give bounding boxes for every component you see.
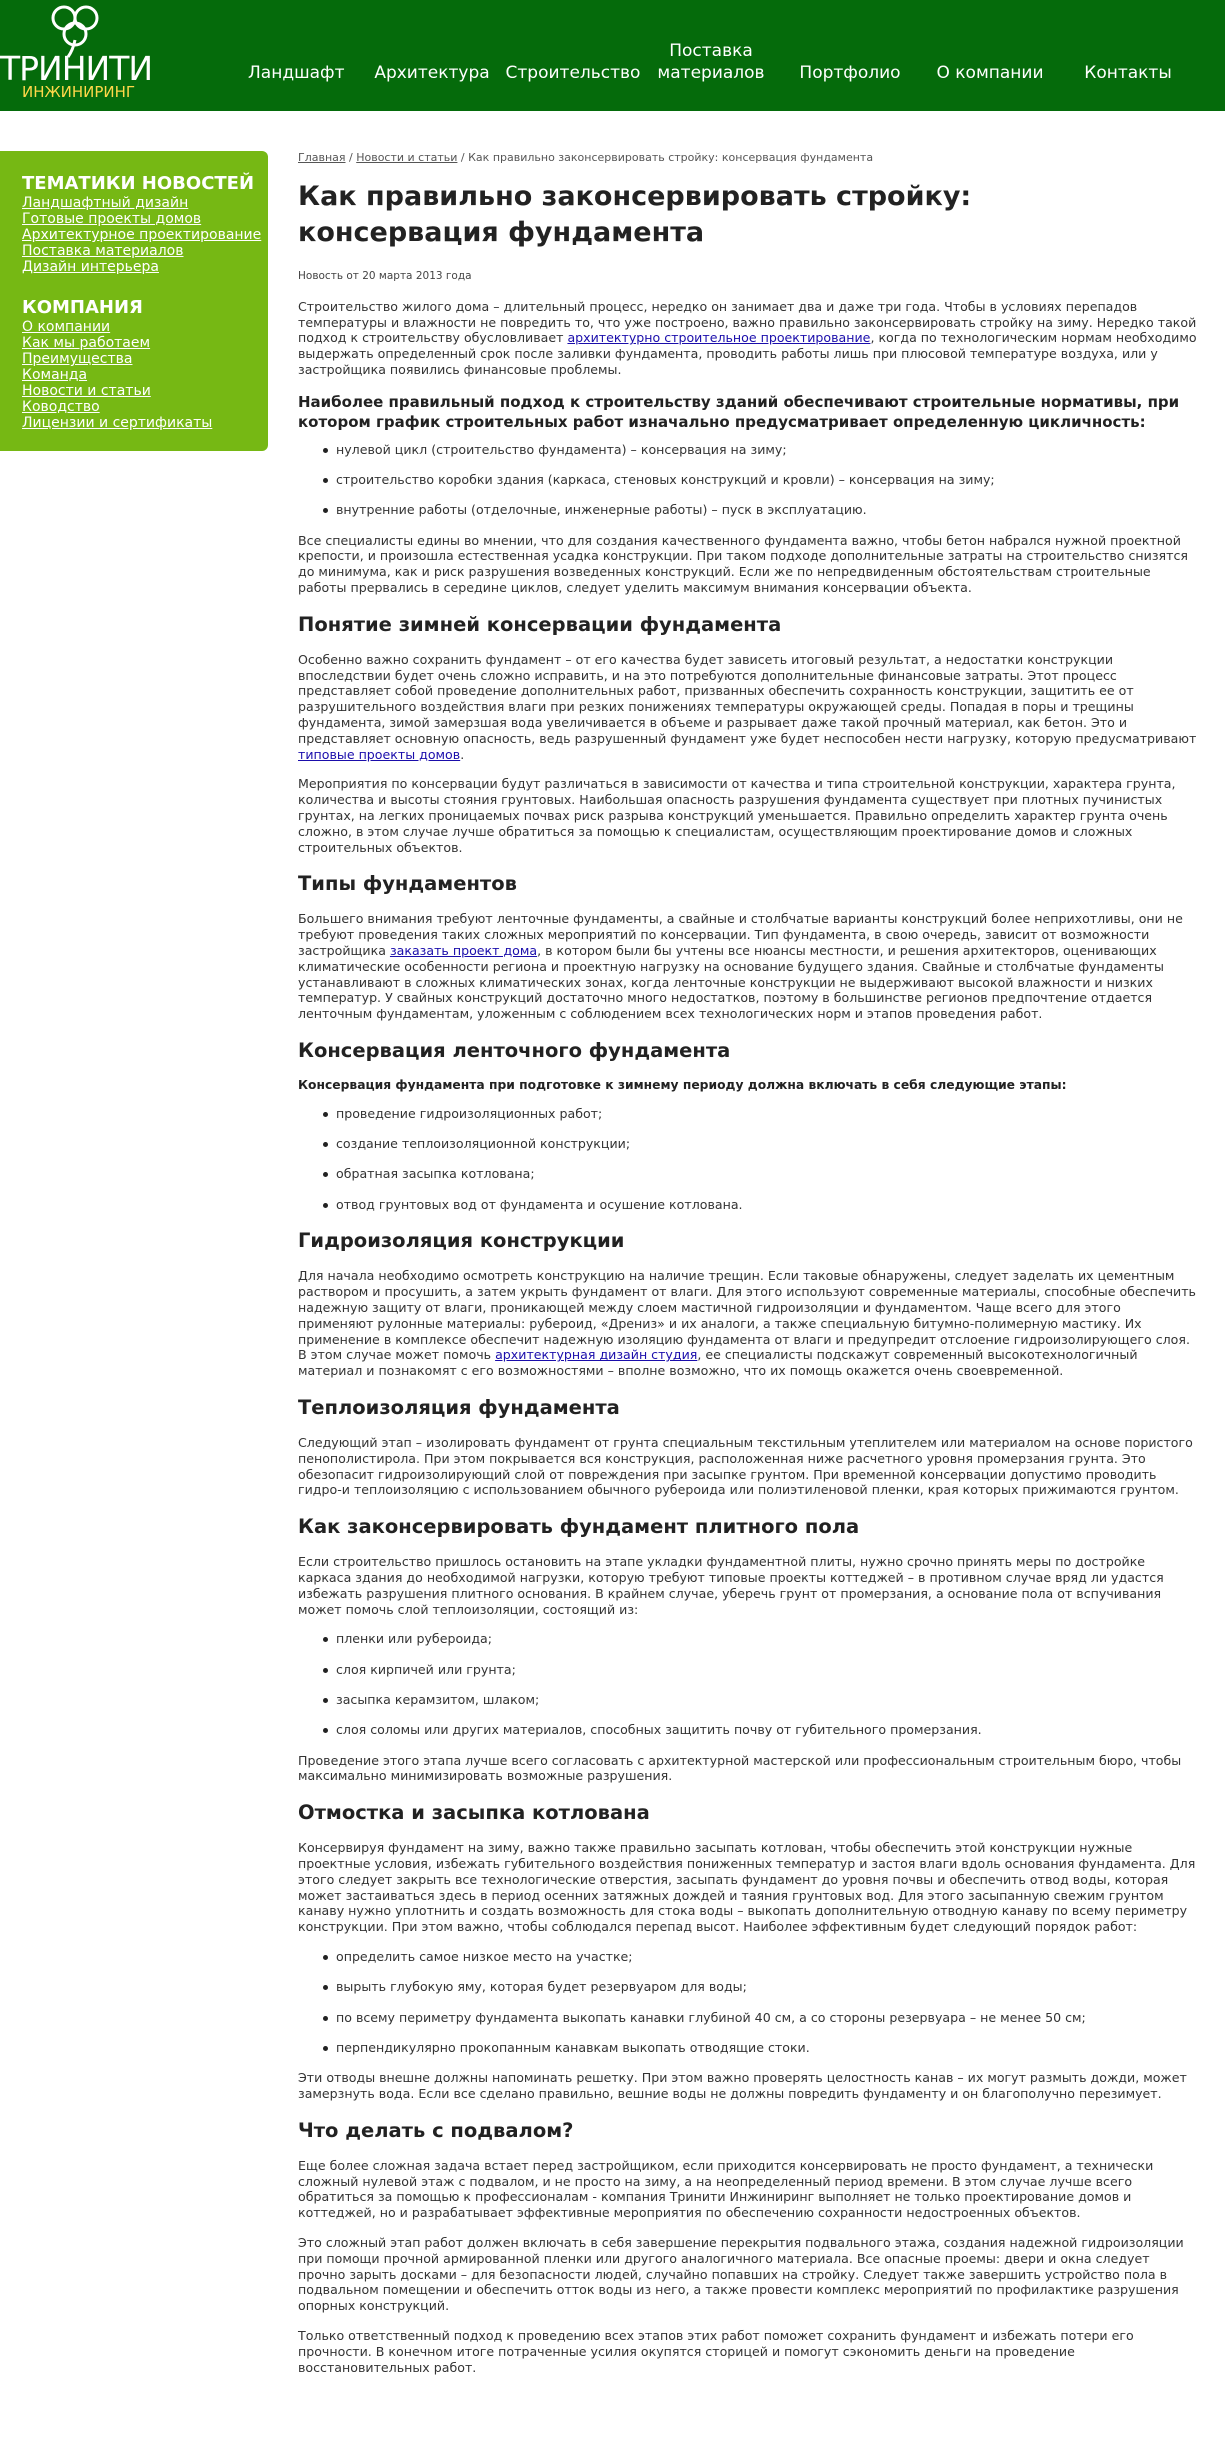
paragraph: Проведение этого этапа лучше всего согласовать с архитектурной мастерской или профессиональным строительным бюро, чтобы максимально минимизировать возможные разрушения. (298, 1752, 1182, 1784)
sidebar-company-advantages[interactable]: Преимущества (22, 351, 133, 367)
sidebar-topic-landscape[interactable]: Ландшафтный дизайн (22, 195, 189, 211)
section-heading-hydro: Гидроизоляция конструкции (298, 1229, 625, 1253)
sidebar-topics-heading: ТЕМАТИКИ НОВОСТЕЙ (22, 173, 255, 194)
nav-materials[interactable]: Поставка материалов (657, 41, 765, 83)
text: , когда по технологическим нормам необходимо выдержать определенный срок после заливки фундамента, проводить работы лишь при плюсовой температуре воздуха, или у застройщика появились финансовые проблемы. (298, 330, 1197, 377)
logo-subtitle: ИНЖИНИРИНГ (22, 83, 136, 101)
breadcrumb-home[interactable]: Главная (298, 151, 346, 164)
list-item: нулевой цикл (строительство фундамента) – консервация на зиму; (336, 442, 1198, 458)
paragraph: Только ответственный подход к проведению всех этапов этих работ поможет сохранить фундамент и избежать потери его прочности. В конечном итоге потраченные усилия окупятся сторицей и помогут сэкономить деньги на проведение восстановительных работ. (298, 2327, 1134, 2375)
text: Особенно важно сохранить фундамент – от его качества будет зависеть итоговый результат, а недостатки конструкции впоследствии будет очень сложно исправить, и на это потребуются дополнительные финансовые затраты. Этот процесс представляет собой проведение дополнительных работ, призванных обеспечить сохранность конструкции, защитить ее от разрушительного воздействия влаги при резких понижениях температуры окружающей среды. Попадая в поры и трещины фундамента, зимой замерзшая вода увеличивается в объеме и разрывает даже такой прочный материал, как бетон. Это и представляет основную опасность, ведь разрушенный фундамент уже будет неспособен нести нагрузку, которую предусматривают (298, 651, 1197, 746)
sidebar-company-licenses[interactable]: Лицензии и сертификаты (22, 415, 213, 431)
text: Большего внимания требуют ленточные фундаменты, а свайные и столбчатые варианты конструкций более неприхотливы, они не требуют проведения таких сложных мероприятий по консервации. Тип фундамента, в свою очередь, зависит от возможности застройщика (298, 911, 1183, 959)
paragraph: Если строительство пришлось остановить на этапе укладки фундаментной плиты, нужно срочно принять меры по достройке каркаса здания до необходимой нагрузки, которую требуют типовые проекты коттеджей – в противном случае вряд ли удастся избежать разрушения плитного основания. В крайнем случае, уберечь грунт от промерзания, а основание пола от вспучивания может помочь слой теплоизоляции, состоящий из: (298, 1554, 1164, 1617)
list-item: засыпка керамзитом, шлаком; (336, 1692, 1198, 1708)
sidebar-company-news[interactable]: Новости и статьи (22, 383, 151, 399)
breadcrumb-separator: / (345, 151, 357, 164)
nav-construction[interactable]: Строительство (505, 63, 641, 83)
sidebar-company-leadership[interactable]: Ководство (22, 399, 100, 415)
nav-portfolio[interactable]: Портфолио (799, 63, 901, 83)
sidebar-company-team[interactable]: Команда (22, 367, 88, 383)
nav-landscape[interactable]: Ландшафт (248, 63, 345, 83)
strip-list (336, 1106, 1198, 1213)
text: , ее специалисты подскажут современный высокотехнологичный материал и познакомят с его возможностями – вполне возможно, что их помощь окажется очень своевременной. (298, 1347, 1138, 1379)
paragraph: Это сложный этап работ должен включать в себя завершение перекрытия подвального этажа, создания надежной гидроизоляции при помощи прочной армированной пленки или другого аналогичного материала. Все опасные проемы: двери и окна следует прочно зарыть досками – для безопасности людей, случайно попавших на стройку. Следует также завершить устройство пола в подвальном помещении и обеспечить отток воды из него, а также провести комплекс мероприятий по профилактике разрушения опорных конструкций. (298, 2234, 1184, 2314)
section-heading-blind-area: Отмостка и засыпка котлована (298, 1801, 650, 1825)
sidebar-company-heading: КОМПАНИЯ (22, 297, 143, 318)
page-title: Как правильно законсервировать стройку: консервация фундамента (298, 181, 972, 248)
link-typical-projects[interactable]: типовые проекты домов (298, 746, 461, 762)
paragraph (298, 1268, 1198, 1379)
list-item: обратная засыпка котлована; (336, 1166, 1198, 1182)
site-header (0, 0, 1225, 111)
sidebar-topic-ready-projects[interactable]: Готовые проекты домов (22, 211, 202, 227)
article-date: Новость от 20 марта 2013 года (298, 270, 472, 282)
list-item: создание теплоизоляционной конструкции; (336, 1136, 1198, 1152)
sidebar (0, 151, 268, 451)
section-heading-thermo: Теплоизоляция фундамента (298, 1396, 620, 1420)
paragraph: Мероприятия по консервации будут различаться в зависимости от качества и типа строительной конструкции, характера грунта, количества и высоты стояния грунтовых. Наибольшая опасность разрушения фундамента существует при плотных пучинистых грунтах, на легких проницаемых почвах риск разрыва конструкций уменьшается. Правильно определить характер грунта очень сложно, в этом случае лучше обратиться за помощью к специалистам, осуществляющим проектирование домов и сложных строительных объектов. (298, 776, 1176, 855)
sidebar-topic-interior[interactable]: Дизайн интерьера (22, 259, 159, 275)
list-item: пленки или рубероида; (336, 1631, 1198, 1647)
paragraph: Консервируя фундамент на зиму, важно также правильно засыпать котлован, чтобы обеспечить этой конструкции нужные проектные условия, избежать губительного воздействия пониженных температур и застоя влаги вдоль основания фундамента. Для этого следует закрыть все технологические отверстия, засыпать фундамент до уровня почвы и обеспечить отвод воды, которая может застаиваться здесь в период осенних затяжных дождей и таяния грунтовых вод. Для этого засыпанную свежим грунтом канаву нужно уплотнить и создать возможность для стока воды – выкопать дополнительную отводную канаву по всему периметру конструкции. При этом важно, чтобы соблюдался перепад высот. Наиболее эффективным будет следующий порядок работ: (298, 1840, 1196, 1935)
section-heading-types: Типы фундаментов (298, 872, 517, 896)
text: Строительство жилого дома – длительный процесс, нередко он занимает два и даже три года. Чтобы в условиях перепадов температуры и влажности не повредить то, что уже построено, важно правильно законсервировать стройку на зиму. Нередко такой подход к строительству обусловливает (298, 298, 1197, 346)
section-heading-strip: Консервация ленточного фундамента (298, 1039, 731, 1062)
text: , в котором были бы учтены все нюансы местности, и решения архитекторов, оценивающих климатические особенности региона и проектную нагрузку на основание будущего здания. Свайные и столбчатые фундаменты устанавливают в сложных климатических зонах, когда ленточные конструкции не выдерживают высокой влажности и низких температур. У свайных конструкций достаточно много недостатков, поэтому в большинстве регионов предпочтение отдается ленточным фундаментам, уложенным с соблюдением всех технологических норм и этапов проведения работ. (298, 943, 1164, 1022)
list-item: слоя кирпичей или грунта; (336, 1662, 1198, 1678)
paragraph: Еще более сложная задача встает перед застройщиком, если приходится консервировать не просто фундамент, а технически сложный нулевой этаж с подвалом, и не просто на зиму, а на неопределенный период времени. В этом случае лучше всего обратиться за помощью к профессионалам - компания Тринити Инжиниринг выполняет не только проектирование домов и коттеджей, но и разрабатывает эффективные мероприятия по обеспечению сохранности недостроенных объектов. (298, 2157, 1154, 2221)
intro-paragraph (298, 299, 1198, 378)
nav-contacts[interactable]: Контакты (1084, 63, 1172, 83)
sidebar-topic-architecture[interactable]: Архитектурное проектирование (22, 227, 262, 243)
list-item: перпендикулярно прокопанным канавкам выкопать отводящие стоки. (336, 2040, 1198, 2056)
list-item: внутренние работы (отделочные, инженерные работы) – пуск в эксплуатацию. (336, 502, 1198, 518)
breadcrumb-current: Как правильно законсервировать стройку: консервация фундамента (468, 151, 874, 164)
lead-paragraph: Наиболее правильный подход к строительству зданий обеспечивают строительные нормативы, при котором график строительных работ изначально предусматривает определенную цикличность: (298, 392, 1180, 431)
breadcrumb-news[interactable]: Новости и статьи (356, 151, 458, 164)
paragraph (298, 652, 1198, 763)
strip-lead: Консервация фундамента при подготовке к зимнему периоду должна включать в себя следующие этапы: (298, 1078, 1067, 1092)
section-heading-slab: Как законсервировать фундамент плитного пола (298, 1515, 860, 1539)
list-item: слоя соломы или других материалов, способных защитить почву от губительного промерзания. (336, 1722, 1198, 1738)
link-design-studio[interactable]: архитектурная дизайн студия (495, 1347, 698, 1363)
text: Для начала необходимо осмотреть конструкцию на наличие трещин. Если таковые обнаружены, следует заделать их цементным раствором и просушить, а затем укрыть фундамент от влаги. Для этого используют современные материалы, способные обеспечить надежную защиту от влаги, проникающей между слоем мастичной гидроизоляции и фундаментом. Чаще всего для этого применяют рулонные материалы: рубероид, «Дрениз» и их аналоги, а также специальную битумно-полимерную мастику. Их применение в комплексе обеспечит надежную изоляцию фундамента от влаги и предупредит отслоение гидроизолирующего слоя. В этом случае может помочь (298, 1268, 1196, 1363)
link-architectural-design[interactable]: архитектурно строительное проектирование (567, 330, 871, 346)
cycle-list (336, 442, 1198, 518)
paragraph (298, 911, 1198, 1022)
paragraph: Все специалисты едины во мнении, что для создания качественного фундамента важно, чтобы бетон набрался нужной проектной крепости, и произошла естественная усадка конструкции. При таком подходе дополнительные затраты на строительство снизятся до минимума, как и риск разрушения возведенных конструкций. Если же по непредвиденным обстоятельствам строительные работы прервались в середине циклов, следует уделить максимум внимания консервации объекта. (298, 532, 1188, 596)
blind-list (336, 1949, 1198, 2056)
sidebar-topic-materials[interactable]: Поставка материалов (22, 243, 184, 259)
link-order-project[interactable]: заказать проект дома (389, 943, 538, 959)
logo[interactable] (0, 0, 160, 111)
logo-name: ТРИНИТИ (0, 49, 153, 88)
sidebar-company-about[interactable]: О компании (22, 319, 111, 335)
list-item: вырыть глубокую яму, которая будет резервуаром для воды; (336, 1979, 1198, 1995)
list-item: по всему периметру фундамента выкопать канавки глубиной 40 см, а со стороны резервуара – не менее 50 см; (336, 2010, 1198, 2026)
paragraph: Следующий этап – изолировать фундамент от грунта специальным текстильным утеплителем или материалом на основе пористого пенополистирола. При этом покрывается вся конструкция, расположенная ниже расчетного уровня промерзания грунта. Это обезопасит гидроизолирующий слой от повреждения при засыпке грунтом. При временной консервации допустимо проводить гидро-и теплоизоляцию с использованием обычного рубероида или полиэтиленовой пленки, края которых прижимаются грунтом. (298, 1435, 1193, 1498)
paragraph: Эти отводы внешне должны напоминать решетку. При этом важно проверять целостность канав – их могут размыть дожди, может замерзнуть вода. Если все сделано правильно, вешние воды не должны повредить фундаменту и он благополучно перезимует. (298, 2070, 1187, 2101)
breadcrumb-separator: / (457, 151, 469, 164)
article (298, 151, 1198, 2389)
list-item: проведение гидроизоляционных работ; (336, 1106, 1198, 1122)
list-item: определить самое низкое место на участке; (336, 1949, 1198, 1965)
text: . (460, 746, 465, 762)
nav-about[interactable]: О компании (936, 63, 1044, 83)
slab-list (336, 1631, 1198, 1738)
list-item: строительство коробки здания (каркаса, стеновых конструкций и кровли) – консервация на зиму; (336, 472, 1198, 488)
breadcrumb (298, 151, 1198, 165)
sidebar-company-how-we-work[interactable]: Как мы работаем (22, 335, 151, 351)
list-item: отвод грунтовых вод от фундамента и осушение котлована. (336, 1197, 1198, 1213)
section-heading-winter: Понятие зимней консервации фундамента (298, 612, 782, 636)
section-heading-basement: Что делать с подвалом? (298, 2118, 574, 2142)
nav-architecture[interactable]: Архитектура (374, 63, 490, 83)
